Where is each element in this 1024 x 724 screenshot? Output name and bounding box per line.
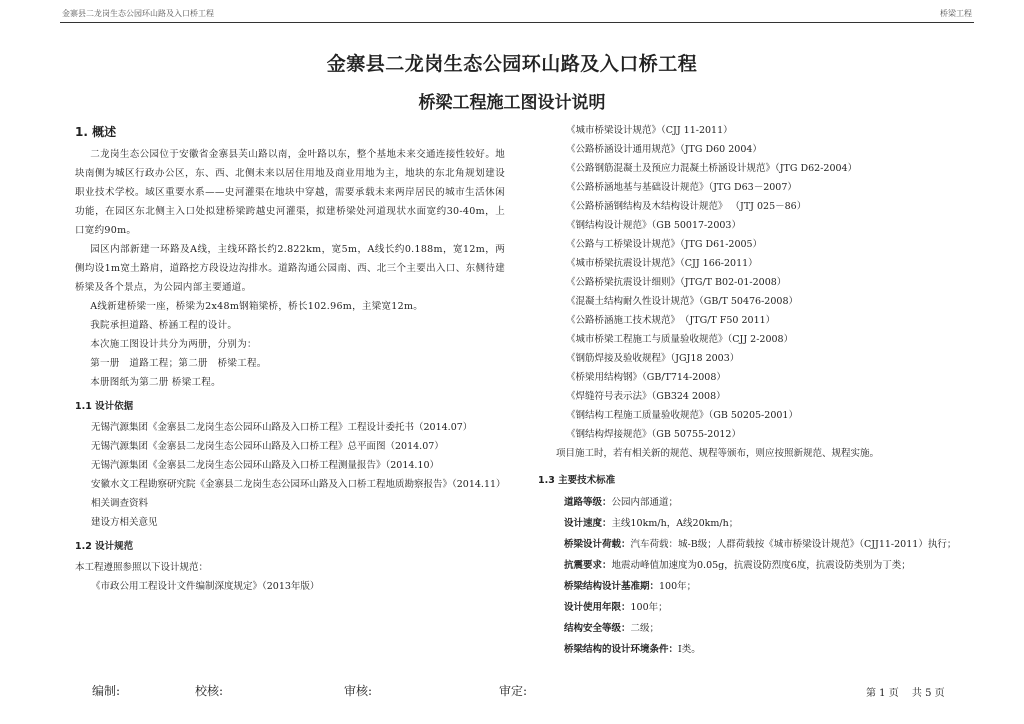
- standard-item: [564, 618, 986, 639]
- standard-label: 桥梁结构的设计环境条件：: [564, 644, 679, 655]
- overview-paragraph: 本次施工图设计共分为两册，分别为：: [90, 339, 257, 350]
- code-item: 《公路桥梁抗震设计细则》（JTG/T B02-01-2008）: [566, 277, 787, 288]
- standard-item: [564, 513, 986, 534]
- standard-value: 汽车荷载：城-B级；人群荷载按《城市桥梁设计规范》（CJJ11-2011）执行；: [630, 539, 957, 550]
- page-number: 第 1 页 共 5 页: [866, 688, 945, 699]
- code-item: 《公路与工桥梁设计规范》（JTG D61-2005）: [566, 239, 763, 250]
- section-1-heading: 1. 概述: [75, 125, 117, 139]
- right-column: [538, 121, 986, 660]
- standard-label: 设计速度：: [564, 518, 612, 529]
- code-item: 《城市桥梁设计规范》（CJJ 11-2011）: [566, 125, 733, 136]
- code-item: 《市政公用工程设计文件编制深度规定》（2013年版）: [91, 581, 320, 592]
- header-rule: [60, 22, 974, 23]
- standard-label: 道路等级：: [564, 497, 612, 508]
- reviewer-label: 审核:: [344, 684, 373, 698]
- code-item: 《焊缝符号表示法》（GB324 2008）: [566, 391, 726, 402]
- basis-item: 无锡汽源集团《金寨县二龙岗生态公园环山路及入口桥工程》总平面图（2014.07）: [91, 441, 444, 452]
- code-item: 《城市桥梁工程施工与质量验收规范》（CJJ 2-2008）: [566, 334, 794, 345]
- standard-value: Ⅰ类。: [678, 644, 701, 655]
- document-subtitle: 桥梁工程施工图设计说明: [418, 93, 606, 113]
- author-label: 编制:: [92, 684, 121, 698]
- standard-item: [564, 639, 986, 660]
- codes-note: 项目施工时，若有相关新的规范、规程等颁布，则应按照新规范、规程实施。: [556, 448, 880, 459]
- overview-paragraph: 本册图纸为第二册 桥梁工程。: [90, 377, 221, 388]
- code-item: 《钢筋焊接及验收规程》（JGJ18 2003）: [566, 353, 740, 364]
- approver-label: 审定:: [499, 684, 528, 698]
- standard-value: 100年；: [630, 602, 668, 613]
- header-section-name: 桥梁工程: [940, 9, 972, 18]
- standard-value: 地震动峰值加速度为0.05g，抗震设防烈度6度，抗震设防类别为丁类；: [611, 560, 911, 571]
- overview-paragraph: 园区内部新建一环路及A线，主线环路长约2.822km，宽5m，A线长约0.188m，宽12m，两侧均设1m宽土路肩，道路挖方段设边沟排水。道路沟通公园南、西、北三个主要出入口、东侧待建桥梁及各个景点，为公园内部主要通道。: [75, 244, 505, 293]
- overview-paragraph: 二龙岗生态公园位于安徽省金寨县芙山路以南，金叶路以东，整个基地未来交通连接性较好。地块南侧为城区行政办公区，东、西、北侧未来以居住用地及商业用地为主，地块的东北角规划建设职业技术学校。域区重要水系——史河灌渠在地块中穿越，需要承载未来两岸居民的城市生活休闲功能，在园区东北侧主入口处拟建桥梁跨越史河灌渠，拟建桥梁处河道现状水面宽约30-40m，上口宽约90m。: [75, 149, 505, 236]
- overview-paragraph: 我院承担道路、桥涵工程的设计。: [90, 320, 238, 331]
- section-1-1-heading: 1.1 设计依据: [75, 401, 134, 412]
- standard-item: [564, 492, 986, 513]
- standard-label: 抗震要求：: [564, 560, 612, 571]
- standard-item: [564, 597, 986, 618]
- code-item: 《公路桥涵钢结构及木结构设计规范》 （JTJ 025－86）: [566, 201, 807, 212]
- overview-paragraph: A线新建桥梁一座，桥梁为2x48m钢箱梁桥，桥长102.96m，主梁宽12m。: [90, 301, 424, 312]
- basis-item: 建设方相关意见: [91, 517, 158, 528]
- standard-value: 主线10km/h，A线20km/h；: [611, 518, 739, 529]
- document-title: 金寨县二龙岗生态公园环山路及入口桥工程: [326, 53, 698, 75]
- section-1-2-heading: 1.2 设计规范: [75, 541, 134, 552]
- code-item: 《混凝土结构耐久性设计规范》（GB/T 50476-2008）: [566, 296, 798, 307]
- basis-item: 安徽水文工程勘察研究院《金寨县二龙岗生态公园环山路及入口桥工程地质勘察报告》（2014.11）: [91, 479, 506, 490]
- checker-label: 校核:: [195, 684, 224, 698]
- code-item: 《钢结构工程施工质量验收规范》（GB 50205-2001）: [566, 410, 798, 421]
- basis-item: 无锡汽源集团《金寨县二龙岗生态公园环山路及入口桥工程》工程设计委托书（2014.07）: [91, 422, 473, 433]
- standard-item: [564, 555, 986, 576]
- standard-item: [564, 534, 986, 555]
- code-item: 《城市桥梁抗震设计规范》（CJJ 166-2011）: [566, 258, 758, 269]
- standard-label: 设计使用年限：: [564, 602, 631, 613]
- code-item: 《公路钢筋混凝土及预应力混凝土桥涵设计规范》（JTG D62-2004）: [566, 163, 858, 174]
- code-item: 《公路桥涵设计通用规范》（JTG D60 2004）: [566, 144, 762, 155]
- standard-label: 桥梁结构设计基准期：: [564, 581, 660, 592]
- code-item: 《钢结构焊接规范》（GB 50755-2012）: [566, 429, 741, 440]
- standard-value: 二级；: [630, 623, 660, 634]
- codes-intro: 本工程遵照参照以下设计规范：: [75, 562, 209, 573]
- basis-item: 相关调查资料: [91, 498, 149, 509]
- left-column: [75, 121, 505, 596]
- standard-value: 100年；: [659, 581, 697, 592]
- code-item: 《钢结构设计规范》（GB 50017-2003）: [566, 220, 741, 231]
- section-1-3-heading: 1.3 主要技术标准: [538, 475, 616, 486]
- signature-footer: [0, 682, 1024, 704]
- basis-item: 无锡汽源集团《金寨县二龙岗生态公园环山路及入口桥工程测量报告》（2014.10）: [91, 460, 440, 471]
- header-project-name: 金寨县二龙岗生态公园环山路及入口桥工程: [62, 9, 214, 18]
- code-item: 《公路桥涵地基与基础设计规范》（JTG D63－2007）: [566, 182, 797, 193]
- standard-item: [564, 576, 986, 597]
- standard-label: 结构安全等级：: [564, 623, 631, 634]
- standard-value: 公园内部通道；: [611, 497, 679, 508]
- code-item: 《公路桥涵施工技术规范》 （JTG/T F50 2011）: [566, 315, 776, 326]
- standard-label: 桥梁设计荷载：: [564, 539, 631, 550]
- code-item: 《桥梁用结构钢》（GB/T714-2008）: [566, 372, 726, 383]
- overview-paragraph: 第一册 道路工程；第二册 桥梁工程。: [90, 358, 267, 369]
